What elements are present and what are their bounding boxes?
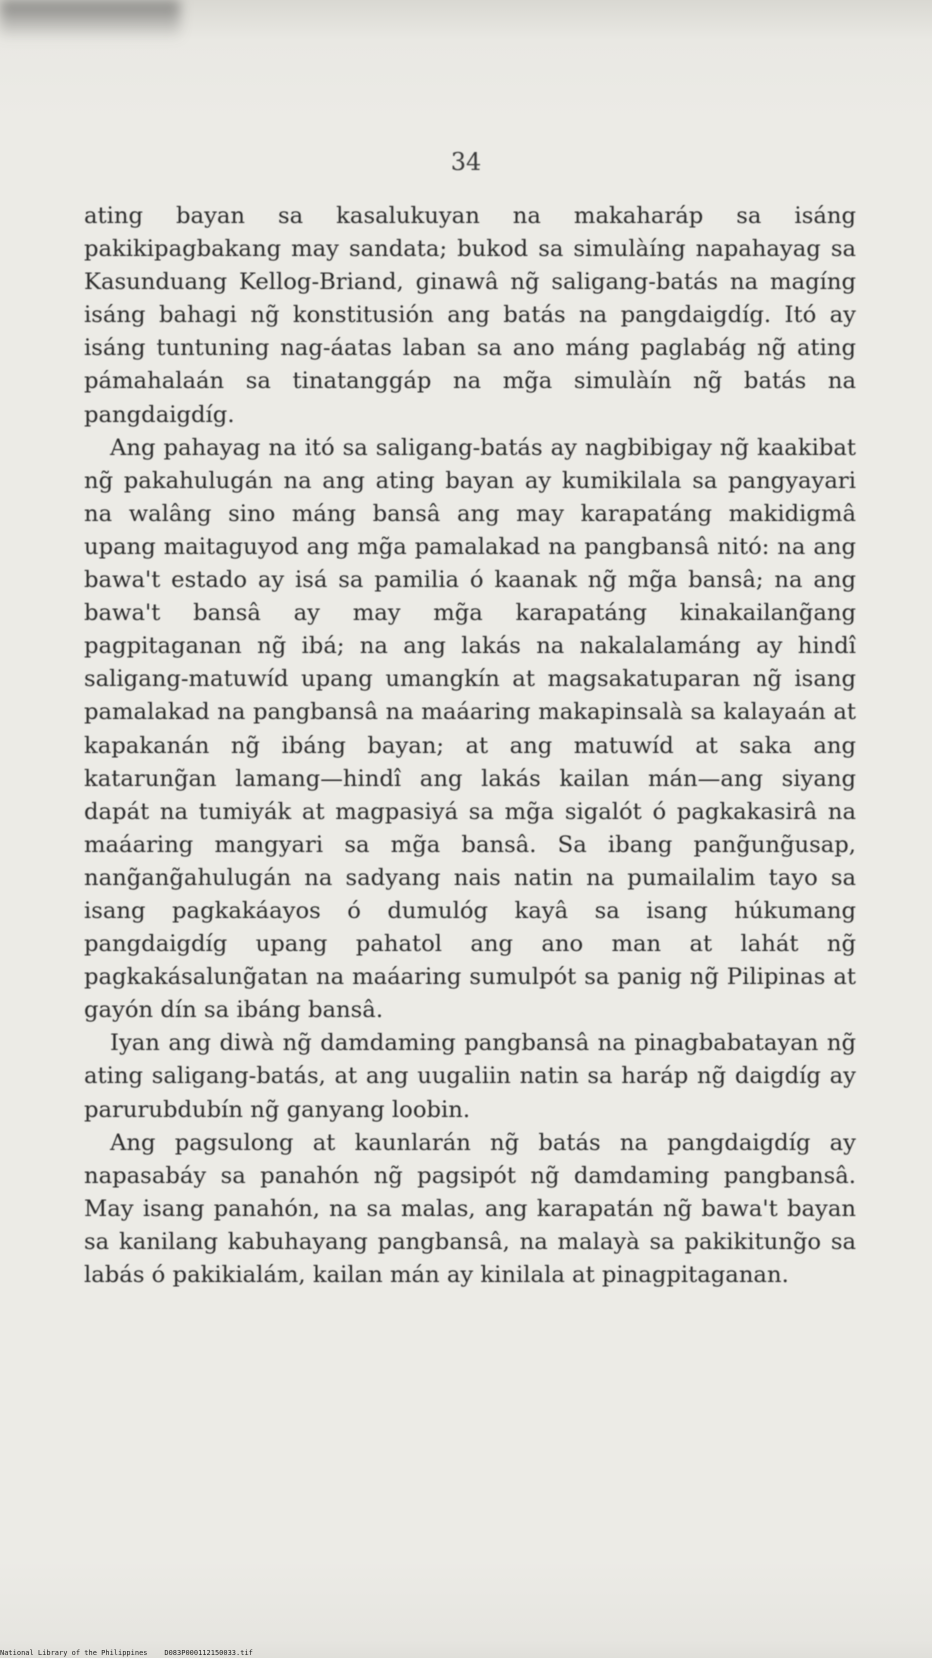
body-text: [84, 200, 856, 1292]
paragraph: Ang pagsulong at kaunlarán ng̃ batás na pangdaigdíg ay napasabáy sa panahón ng̃ pagsipót ng̃ damdaming pangbansâ. May isang panahón, na sa malas, ang karapatán ng̃ bawa't bayan sa kanilang kabuhayang pangbansâ, na malayà sa pakikitung̃o sa labás ó pakikialám, kailan mán ay kinilala at pinagpitaganan.: [84, 1129, 856, 1288]
paragraph: Iyan ang diwà ng̃ damdaming pangbansâ na pinagbabatayan ng̃ ating saligang-batás, at ang uugaliin natin sa haráp ng̃ daigdíg ay parurubdubín ng̃ ganyang loobin.: [84, 1030, 856, 1123]
paragraph: Ang pahayag na itó sa saligang-batás ay nagbibigay ng̃ kaakibat ng̃ pakahulugán na ang ating bayan ay kumikilala sa pangyayari na walâng sino máng bansâ ang may karapatáng makidigmâ upang maitaguyod ang mg̃a pamalakad na pangbansâ nitó: na ang bawa't estado ay isá sa pamilia ó kaanak ng̃ mg̃a bansâ; na ang bawa't bansâ ay may mg̃a karapatáng kinakailang̃ang pagpitaganan ng̃ ibá; na ang lakás na nakalalamáng ay hindî saligang-matuwíd upang umangkín at magsakatuparan ng̃ isang pamalakad na pangbansâ na maáaring makapinsalà sa kalayaán at kapakanán ng̃ ibáng bayan; at ang matuwíd at saka ang katarung̃an lamang—hindî ang lakás kailan mán—ang siyang dapát na tumiyák at magpasiyá sa mg̃a sigalót ó pagkakasirâ na maáaring mangyari sa mg̃a bansâ. Sa ibang pang̃ung̃usap, nang̃ang̃ahulugán na sadyang nais natin na pumailalim tayo sa isang pagkakáayos ó dumulóg kayâ sa isang húkumang pangdaigdíg upang pahatol ang ano man at lahát ng̃ pagkakásalung̃atan na maáaring sumulpót sa panig ng̃ Pilipinas at gayón dín sa ibáng bansâ.: [84, 434, 856, 1024]
scan-footer: [0, 1648, 253, 1658]
footer-library: National Library of the Philippines: [0, 1649, 148, 1657]
scan-shadow: [0, 0, 180, 40]
paragraph: ating bayan sa kasalukuyan na makaharáp sa isáng pakikipagbakang may sandata; bukod sa simulàíng napahayag sa Kasunduang Kellog-Briand, ginawâ ng̃ saligang-batás na magíng isáng bahagi ng̃ konstitusión ang batás na pangdaigdíg. Itó ay isáng tuntuning nag-áatas laban sa ano máng paglabág ng̃ ating pámahalaán sa tinatanggáp na mg̃a simulàín ng̃ batás na pangdaigdíg.: [84, 203, 856, 428]
page-number: 34: [450, 148, 482, 176]
footer-file-id: D083P000112150033.tif: [164, 1649, 253, 1657]
